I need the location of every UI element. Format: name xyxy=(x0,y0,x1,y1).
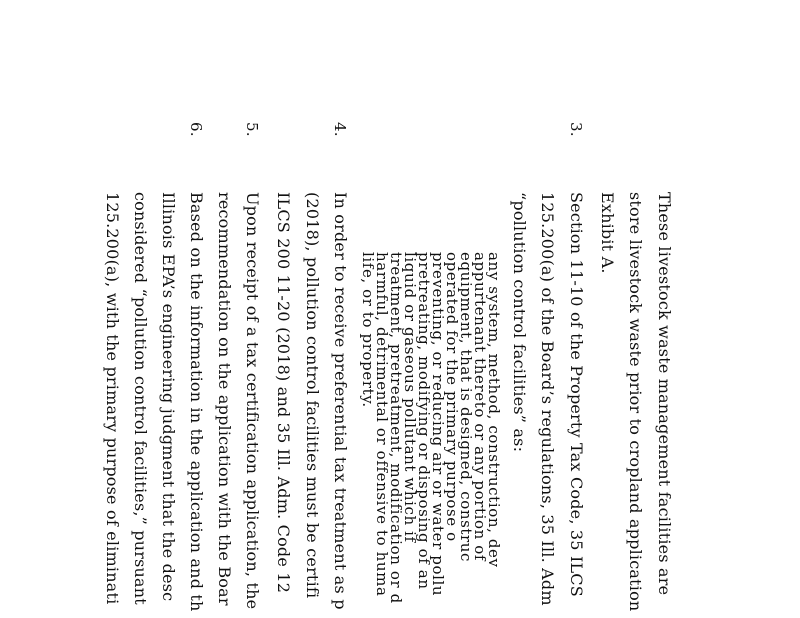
paragraph-line: considered “pollution control facilities,” pursuant xyxy=(131,192,150,605)
quote-line: life, or to property. xyxy=(359,252,377,408)
paragraph-line: “pollution control facilities” as: xyxy=(510,192,529,453)
paragraph-line: store livestock waste prior to cropland application xyxy=(626,192,645,612)
paragraph-line: recommendation on the application with the Boar xyxy=(215,192,234,606)
paragraph-line: (2018), pollution control facilities must be certifi xyxy=(303,192,322,599)
quote-line: equipment, that is designed, construc xyxy=(457,252,475,563)
quote-line: appurtenant thereto or any portion of xyxy=(471,252,489,562)
paragraph-line: Section 11-10 of the Property Tax Code, 35 ILCS xyxy=(567,192,586,597)
paragraph-line: Illinois EPA’s engineering judgment that the desc xyxy=(159,192,178,602)
item-number-6: 6. xyxy=(187,122,205,137)
paragraph-line: Based on the information in the application and th xyxy=(187,192,206,612)
paragraph-line: ILCS 200 11-20 (2018) and 35 Ill. Adm. Code 12 xyxy=(274,192,293,594)
quote-line: preventing, or reducing air or water pollu xyxy=(429,252,447,597)
paragraph-line: 125.200(a) of the Board’s regulations, 35 Ill. Adm xyxy=(538,192,557,606)
paragraph-line: Upon receipt of a tax certification application, the xyxy=(243,192,262,610)
quote-line: treatment, pretreatment, modification or d xyxy=(387,252,405,604)
quote-line: operated for the primary purpose o xyxy=(443,252,461,542)
paragraph-line: Exhibit A. xyxy=(598,192,617,274)
paragraph-line: These livestock waste management facilities are xyxy=(655,192,674,596)
item-number-5: 5. xyxy=(243,122,261,137)
quote-line: liquid or gaseous pollutant which if xyxy=(401,252,419,543)
paragraph-line: In order to receive preferential tax treatment as p xyxy=(331,192,350,610)
quote-line: harmful, detrimental or offensive to huma xyxy=(373,252,391,597)
paragraph-line: 125.200(a), with the primary purpose of eliminati xyxy=(103,192,122,605)
item-number-3: 3. xyxy=(567,122,585,137)
item-number-4: 4. xyxy=(331,122,349,137)
quote-line: any system, method, construction, dev xyxy=(485,252,503,568)
quote-line: pretreating, modifying or disposing of an xyxy=(415,252,433,590)
